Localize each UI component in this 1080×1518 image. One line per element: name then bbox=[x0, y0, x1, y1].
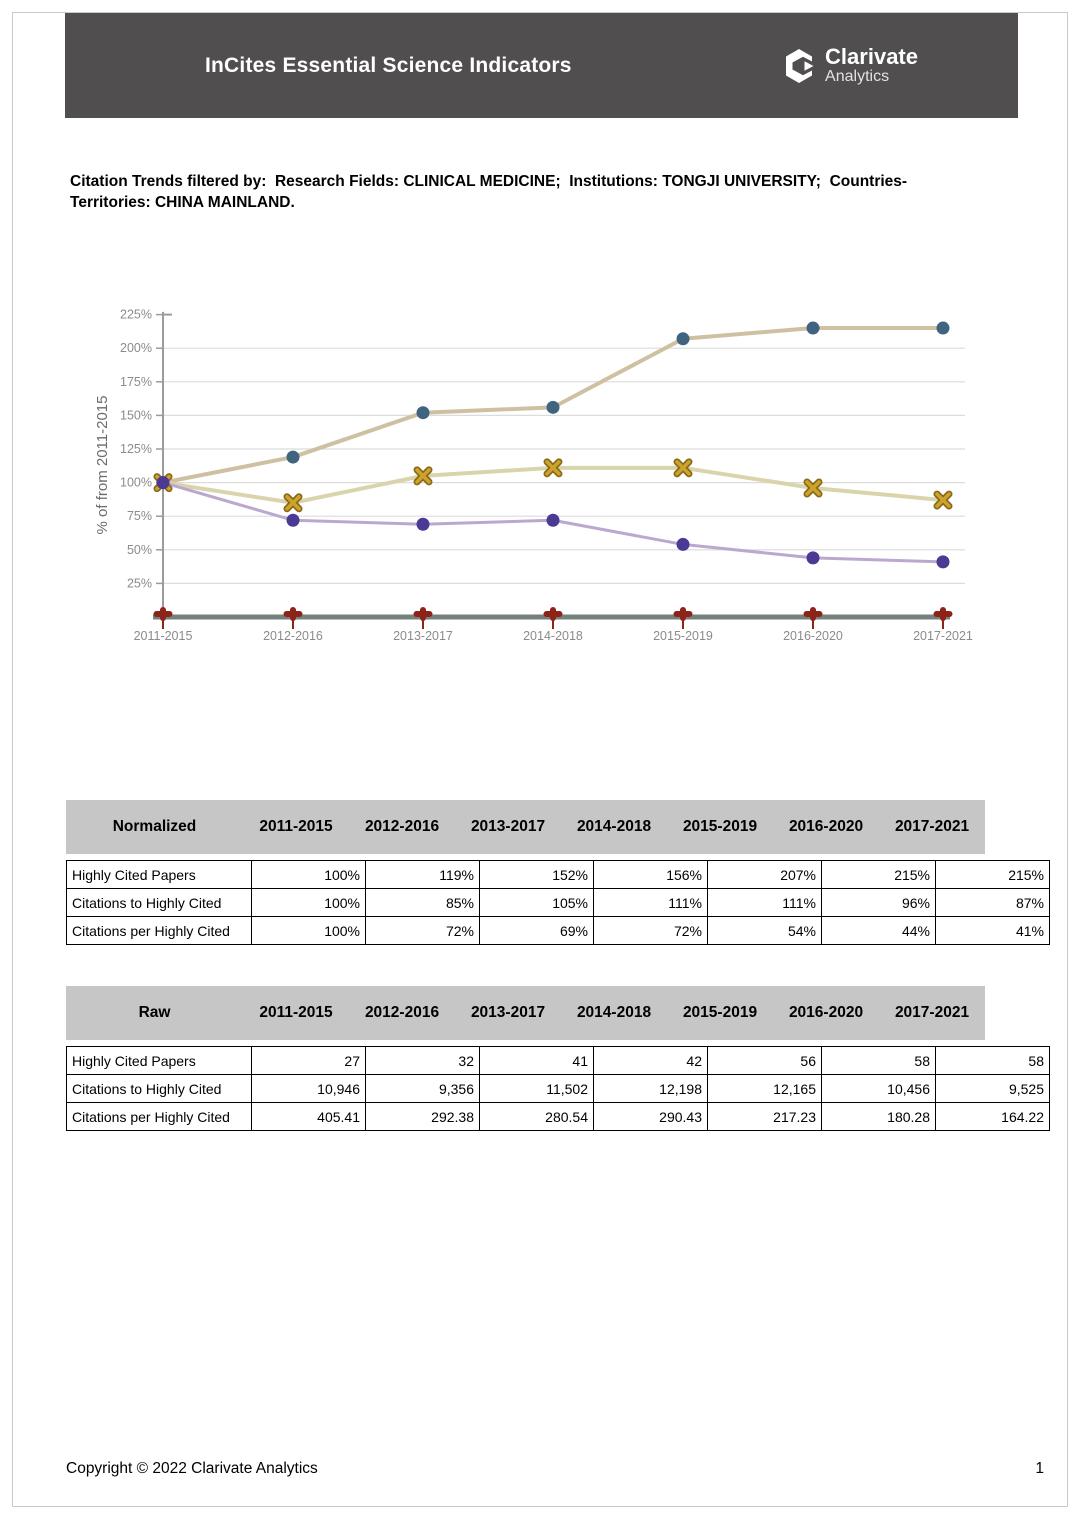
value-cell: 27 bbox=[252, 1047, 366, 1075]
x-tick-label: 2014-2018 bbox=[523, 629, 583, 643]
table-row bbox=[67, 1075, 1050, 1103]
copyright-text: Copyright © 2022 Clarivate Analytics bbox=[66, 1460, 318, 1477]
value-cell: 207% bbox=[708, 861, 822, 889]
value-cell: 96% bbox=[822, 889, 936, 917]
x-tick-label: 2011-2015 bbox=[133, 629, 193, 643]
table-year-header-cell: 2017-2021 bbox=[894, 1004, 970, 1021]
table-year-header-cell: 2013-2017 bbox=[470, 818, 546, 835]
value-cell: 41 bbox=[480, 1047, 594, 1075]
table-row bbox=[67, 1047, 1050, 1075]
value-cell: 180.28 bbox=[822, 1103, 936, 1131]
value-cell: 100% bbox=[252, 861, 366, 889]
table-year-header-cell: 2015-2019 bbox=[682, 1004, 758, 1021]
table-year-header-cell: 2015-2019 bbox=[682, 818, 758, 835]
table-year-header-cell: 2017-2021 bbox=[894, 818, 970, 835]
page-number: 1 bbox=[1035, 1460, 1044, 1477]
value-cell: 100% bbox=[252, 917, 366, 945]
table-year-header-cell: 2013-2017 bbox=[470, 1004, 546, 1021]
value-cell: 111% bbox=[594, 889, 708, 917]
table-row bbox=[67, 1103, 1050, 1131]
row-label-cell: Citations to Highly Cited bbox=[67, 1075, 252, 1103]
value-cell: 105% bbox=[480, 889, 594, 917]
data-point-marker bbox=[547, 514, 560, 527]
value-cell: 69% bbox=[480, 917, 594, 945]
x-tick-label: 2016-2020 bbox=[783, 629, 843, 643]
table-year-header-cell: 2012-2016 bbox=[364, 818, 440, 835]
value-cell: 9,525 bbox=[936, 1075, 1050, 1103]
header-bar bbox=[65, 13, 1018, 118]
data-point-marker bbox=[937, 555, 950, 568]
data-point-marker bbox=[807, 322, 820, 335]
data-point-marker bbox=[417, 406, 430, 419]
data-point-marker bbox=[807, 551, 820, 564]
table-year-header-cell: 2011-2015 bbox=[259, 1004, 333, 1021]
table-title-cell: Normalized bbox=[112, 818, 197, 835]
value-cell: 217.23 bbox=[708, 1103, 822, 1131]
row-label-cell: Highly Cited Papers bbox=[67, 1047, 252, 1075]
normalized-table bbox=[66, 800, 1044, 945]
value-cell: 280.54 bbox=[480, 1103, 594, 1131]
value-cell: 10,946 bbox=[252, 1075, 366, 1103]
value-cell: 32 bbox=[366, 1047, 480, 1075]
value-cell: 156% bbox=[594, 861, 708, 889]
y-tick-label: 25% bbox=[126, 576, 152, 591]
row-label-cell: Citations per Highly Cited bbox=[67, 917, 252, 945]
y-tick-label: 175% bbox=[120, 374, 152, 389]
value-cell: 292.38 bbox=[366, 1103, 480, 1131]
table-year-header-cell: 2014-2018 bbox=[576, 818, 652, 835]
y-tick-label: 225% bbox=[120, 307, 152, 322]
y-tick-label: 50% bbox=[126, 542, 152, 557]
row-label-cell: Highly Cited Papers bbox=[67, 861, 252, 889]
row-label-cell: Citations per Highly Cited bbox=[67, 1103, 252, 1131]
value-cell: 72% bbox=[366, 917, 480, 945]
value-cell: 100% bbox=[252, 889, 366, 917]
table-row bbox=[67, 861, 1050, 889]
value-cell: 119% bbox=[366, 861, 480, 889]
data-point-marker bbox=[547, 401, 560, 414]
normalized-table-header bbox=[66, 800, 985, 854]
trend-chart-svg bbox=[80, 295, 1000, 670]
data-point-marker bbox=[937, 322, 950, 335]
table-row bbox=[67, 917, 1050, 945]
normalized-table-body bbox=[66, 860, 1050, 945]
y-tick-label: 100% bbox=[120, 475, 152, 490]
value-cell: 12,165 bbox=[708, 1075, 822, 1103]
data-point-marker bbox=[157, 476, 170, 489]
brand-name: Clarivate bbox=[825, 44, 918, 70]
value-cell: 42 bbox=[594, 1047, 708, 1075]
data-point-marker bbox=[287, 451, 300, 464]
data-point-marker bbox=[417, 518, 430, 531]
value-cell: 290.43 bbox=[594, 1103, 708, 1131]
clarivate-logo-icon bbox=[782, 48, 816, 84]
y-axis-title: % of from 2011-2015 bbox=[94, 395, 111, 535]
table-year-header-cell: 2014-2018 bbox=[576, 1004, 652, 1021]
brand-division: Analytics bbox=[825, 68, 890, 86]
row-label-cell: Citations to Highly Cited bbox=[67, 889, 252, 917]
clarivate-logo-text bbox=[825, 45, 918, 86]
x-tick-label: 2012-2016 bbox=[263, 629, 323, 643]
series-line bbox=[163, 468, 943, 503]
citation-trends-chart bbox=[80, 295, 1000, 670]
value-cell: 85% bbox=[366, 889, 480, 917]
table-title-cell: Raw bbox=[138, 1004, 171, 1021]
value-cell: 58 bbox=[822, 1047, 936, 1075]
value-cell: 164.22 bbox=[936, 1103, 1050, 1131]
data-point-marker bbox=[287, 514, 300, 527]
value-cell: 58 bbox=[936, 1047, 1050, 1075]
value-cell: 152% bbox=[480, 861, 594, 889]
table-year-header-cell: 2016-2020 bbox=[788, 1004, 864, 1021]
value-cell: 41% bbox=[936, 917, 1050, 945]
data-point-marker bbox=[677, 538, 690, 551]
table-year-header-cell: 2016-2020 bbox=[788, 818, 864, 835]
table-year-header-cell: 2012-2016 bbox=[364, 1004, 440, 1021]
value-cell: 72% bbox=[594, 917, 708, 945]
value-cell: 54% bbox=[708, 917, 822, 945]
y-tick-label: 75% bbox=[126, 509, 152, 524]
y-tick-label: 200% bbox=[120, 341, 152, 356]
raw-table-header bbox=[66, 986, 985, 1040]
x-tick-label: 2015-2019 bbox=[653, 629, 713, 643]
value-cell: 9,356 bbox=[366, 1075, 480, 1103]
value-cell: 44% bbox=[822, 917, 936, 945]
value-cell: 11,502 bbox=[480, 1075, 594, 1103]
raw-table bbox=[66, 986, 1044, 1131]
value-cell: 111% bbox=[708, 889, 822, 917]
filter-summary-text: Citation Trends filtered by: Research Fields: CLINICAL MEDICINE; Institutions: TONGJI UNIVERSITY; Countries-Territories: CHINA MAINLAND. bbox=[70, 173, 908, 211]
table-row bbox=[67, 889, 1050, 917]
table-year-header-cell: 2011-2015 bbox=[259, 818, 333, 835]
y-tick-label: 125% bbox=[120, 442, 152, 456]
app-title: InCites Essential Science Indicators bbox=[205, 53, 572, 77]
value-cell: 56 bbox=[708, 1047, 822, 1075]
y-tick-label: 150% bbox=[120, 408, 152, 423]
value-cell: 87% bbox=[936, 889, 1050, 917]
value-cell: 12,198 bbox=[594, 1075, 708, 1103]
x-tick-label: 2017-2021 bbox=[913, 629, 973, 643]
value-cell: 10,456 bbox=[822, 1075, 936, 1103]
clarivate-logo bbox=[782, 13, 918, 118]
value-cell: 215% bbox=[936, 861, 1050, 889]
x-tick-label: 2013-2017 bbox=[393, 629, 453, 643]
value-cell: 215% bbox=[822, 861, 936, 889]
page-border bbox=[12, 12, 1068, 1507]
data-point-marker bbox=[677, 332, 690, 345]
raw-table-body bbox=[66, 1046, 1050, 1131]
value-cell: 405.41 bbox=[252, 1103, 366, 1131]
